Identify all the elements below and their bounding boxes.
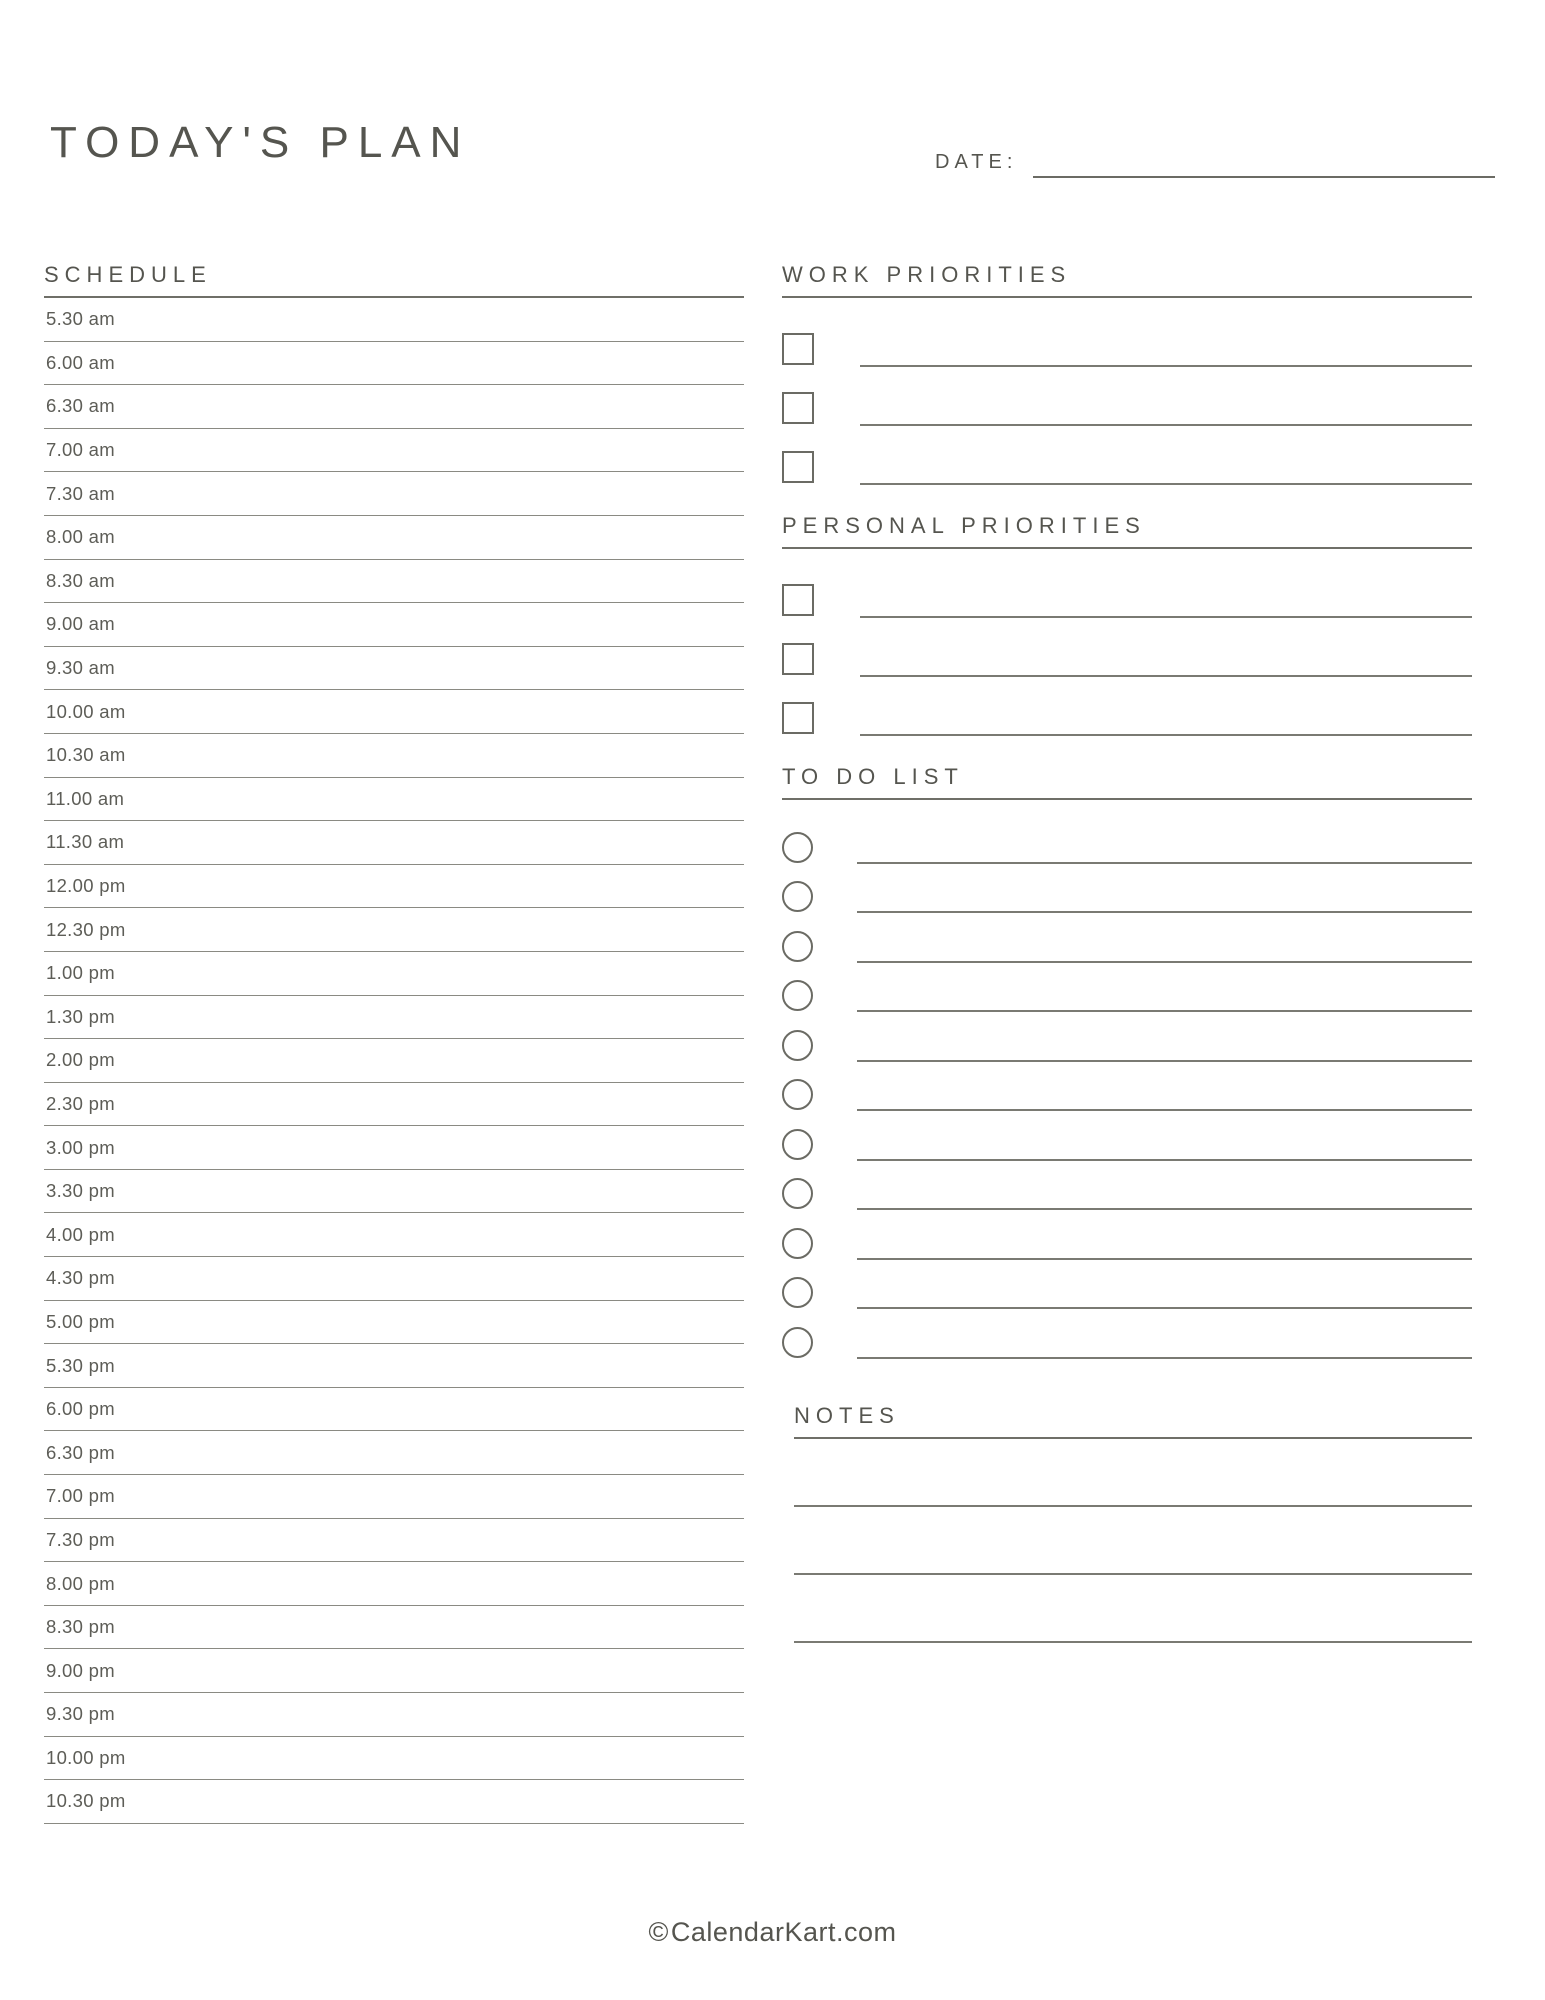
- todo-row[interactable]: [782, 1313, 1472, 1363]
- schedule-row[interactable]: [44, 1693, 744, 1737]
- schedule-time-label: 10.30 am: [46, 744, 126, 766]
- todo-input[interactable]: [857, 1108, 1472, 1111]
- schedule-row[interactable]: [44, 1170, 744, 1214]
- schedule-time-label: 5.00 pm: [46, 1310, 115, 1332]
- schedule-time-label: 9.30 am: [46, 657, 115, 679]
- date-input[interactable]: [1033, 150, 1495, 178]
- personal-priority-row[interactable]: [782, 624, 1472, 683]
- schedule-row[interactable]: [44, 1519, 744, 1563]
- date-label: DATE:: [935, 151, 1018, 173]
- notes-section: [782, 1403, 1472, 1643]
- circle-checkbox-icon[interactable]: [782, 1079, 813, 1110]
- checkbox-icon[interactable]: [782, 584, 814, 616]
- work-priorities-list: [782, 314, 1472, 491]
- schedule-time-label: 5.30 am: [46, 308, 115, 330]
- work-priority-input[interactable]: [860, 482, 1472, 485]
- personal-priority-row[interactable]: [782, 683, 1472, 742]
- schedule-time-label: 9.00 am: [46, 613, 115, 635]
- checkbox-icon[interactable]: [782, 333, 814, 365]
- schedule-time-label: 5.30 pm: [46, 1354, 115, 1376]
- todo-row[interactable]: [782, 1016, 1472, 1066]
- todo-row[interactable]: [782, 1066, 1472, 1116]
- work-priorities-heading: WORK PRIORITIES: [782, 262, 1472, 298]
- circle-checkbox-icon[interactable]: [782, 980, 813, 1011]
- footer-text: CalendarKart.com: [670, 1917, 897, 1947]
- page-title: TODAY'S PLAN: [50, 118, 471, 167]
- notes-input[interactable]: [794, 1439, 1472, 1507]
- schedule-time-label: 12.00 pm: [46, 875, 126, 897]
- circle-checkbox-icon[interactable]: [782, 1178, 813, 1209]
- circle-checkbox-icon[interactable]: [782, 931, 813, 962]
- schedule-row[interactable]: [44, 1388, 744, 1432]
- schedule-row[interactable]: [44, 1780, 744, 1824]
- schedule-time-label: 10.00 pm: [46, 1746, 126, 1768]
- personal-priority-row[interactable]: [782, 565, 1472, 624]
- schedule-row[interactable]: [44, 516, 744, 560]
- schedule-time-label: 10.30 pm: [46, 1790, 126, 1812]
- schedule-time-label: 7.00 pm: [46, 1485, 115, 1507]
- schedule-time-label: 3.30 pm: [46, 1180, 115, 1202]
- todo-row[interactable]: [782, 917, 1472, 967]
- schedule-column: [44, 262, 744, 1824]
- schedule-row[interactable]: [44, 1737, 744, 1781]
- schedule-row[interactable]: [44, 1649, 744, 1693]
- schedule-row[interactable]: [44, 603, 744, 647]
- todo-row[interactable]: [782, 1214, 1472, 1264]
- copyright-icon: ©: [648, 1917, 669, 1947]
- schedule-row[interactable]: [44, 1301, 744, 1345]
- schedule-time-label: 7.30 pm: [46, 1528, 115, 1550]
- work-priority-row[interactable]: [782, 373, 1472, 432]
- schedule-row[interactable]: [44, 865, 744, 909]
- schedule-time-label: 8.30 am: [46, 569, 115, 591]
- schedule-time-label: 8.30 pm: [46, 1616, 115, 1638]
- schedule-time-label: 10.00 am: [46, 700, 126, 722]
- circle-checkbox-icon[interactable]: [782, 1277, 813, 1308]
- personal-priorities-heading: PERSONAL PRIORITIES: [782, 513, 1472, 549]
- schedule-row[interactable]: [44, 1562, 744, 1606]
- schedule-time-label: 6.00 pm: [46, 1398, 115, 1420]
- todo-input[interactable]: [857, 1257, 1472, 1260]
- work-priority-input[interactable]: [860, 423, 1472, 426]
- checkbox-icon[interactable]: [782, 702, 814, 734]
- checkbox-icon[interactable]: [782, 643, 814, 675]
- schedule-time-label: 8.00 am: [46, 526, 115, 548]
- schedule-time-label: 1.30 pm: [46, 1005, 115, 1027]
- schedule-row[interactable]: [44, 1257, 744, 1301]
- todo-input[interactable]: [857, 1356, 1472, 1359]
- schedule-row[interactable]: [44, 908, 744, 952]
- right-column: [782, 262, 1472, 1643]
- todo-row[interactable]: [782, 1165, 1472, 1215]
- schedule-time-label: 6.00 am: [46, 351, 115, 373]
- schedule-time-label: 2.00 pm: [46, 1049, 115, 1071]
- checkbox-icon[interactable]: [782, 392, 814, 424]
- personal-priority-input[interactable]: [860, 615, 1472, 618]
- todo-input[interactable]: [857, 1306, 1472, 1309]
- schedule-row[interactable]: [44, 778, 744, 822]
- schedule-heading: SCHEDULE: [44, 262, 744, 298]
- todo-input[interactable]: [857, 1207, 1472, 1210]
- schedule-row[interactable]: [44, 342, 744, 386]
- circle-checkbox-icon[interactable]: [782, 1327, 813, 1358]
- personal-priority-input[interactable]: [860, 733, 1472, 736]
- page-header: [50, 118, 1495, 198]
- schedule-row[interactable]: [44, 1344, 744, 1388]
- schedule-row[interactable]: [44, 952, 744, 996]
- schedule-time-label: 2.30 pm: [46, 1092, 115, 1114]
- schedule-time-label: 7.30 am: [46, 482, 115, 504]
- todo-input[interactable]: [857, 1059, 1472, 1062]
- spacer: [782, 742, 1472, 764]
- todo-row[interactable]: [782, 868, 1472, 918]
- todo-row[interactable]: [782, 818, 1472, 868]
- schedule-row[interactable]: [44, 429, 744, 473]
- notes-input[interactable]: [794, 1575, 1472, 1643]
- schedule-time-label: 6.30 pm: [46, 1441, 115, 1463]
- schedule-time-label: 11.00 am: [46, 787, 125, 809]
- schedule-time-label: 4.00 pm: [46, 1223, 115, 1245]
- circle-checkbox-icon[interactable]: [782, 1228, 813, 1259]
- schedule-time-label: 4.30 pm: [46, 1267, 115, 1289]
- schedule-time-label: 8.00 pm: [46, 1572, 115, 1594]
- schedule-list: [44, 298, 744, 1824]
- notes-input[interactable]: [794, 1507, 1472, 1575]
- todo-row[interactable]: [782, 1115, 1472, 1165]
- personal-priorities-list: [782, 565, 1472, 742]
- schedule-row[interactable]: [44, 1475, 744, 1519]
- schedule-time-label: 9.00 pm: [46, 1659, 115, 1681]
- schedule-row[interactable]: [44, 472, 744, 516]
- schedule-row[interactable]: [44, 560, 744, 604]
- circle-checkbox-icon[interactable]: [782, 832, 813, 863]
- todo-row[interactable]: [782, 967, 1472, 1017]
- circle-checkbox-icon[interactable]: [782, 881, 813, 912]
- todo-input[interactable]: [857, 1009, 1472, 1012]
- schedule-row[interactable]: [44, 1606, 744, 1650]
- todo-heading: TO DO LIST: [782, 764, 1472, 800]
- schedule-row[interactable]: [44, 1213, 744, 1257]
- circle-checkbox-icon[interactable]: [782, 1129, 813, 1160]
- schedule-row[interactable]: [44, 1039, 744, 1083]
- circle-checkbox-icon[interactable]: [782, 1030, 813, 1061]
- personal-priority-input[interactable]: [860, 674, 1472, 677]
- schedule-row[interactable]: [44, 1083, 744, 1127]
- schedule-row[interactable]: [44, 385, 744, 429]
- schedule-row[interactable]: [44, 1431, 744, 1475]
- schedule-row[interactable]: [44, 821, 744, 865]
- schedule-row[interactable]: [44, 298, 744, 342]
- todo-row[interactable]: [782, 1264, 1472, 1314]
- schedule-row[interactable]: [44, 734, 744, 778]
- spacer: [782, 491, 1472, 513]
- todo-input[interactable]: [857, 960, 1472, 963]
- work-priority-input[interactable]: [860, 364, 1472, 367]
- schedule-time-label: 1.00 pm: [46, 962, 115, 984]
- checkbox-icon[interactable]: [782, 451, 814, 483]
- schedule-row[interactable]: [44, 647, 744, 691]
- schedule-row[interactable]: [44, 690, 744, 734]
- date-field-group: [935, 150, 1495, 178]
- work-priority-row[interactable]: [782, 432, 1472, 491]
- schedule-time-label: 3.00 pm: [46, 1136, 115, 1158]
- schedule-row[interactable]: [44, 1126, 744, 1170]
- notes-heading: NOTES: [794, 1403, 1472, 1439]
- schedule-time-label: 7.00 am: [46, 439, 115, 461]
- todo-list: [782, 818, 1472, 1363]
- schedule-time-label: 9.30 pm: [46, 1703, 115, 1725]
- schedule-time-label: 6.30 am: [46, 395, 115, 417]
- schedule-row[interactable]: [44, 996, 744, 1040]
- todo-input[interactable]: [857, 910, 1472, 913]
- work-priority-row[interactable]: [782, 314, 1472, 373]
- footer-credit: [0, 1917, 1545, 1948]
- schedule-time-label: 11.30 am: [46, 831, 125, 853]
- schedule-time-label: 12.30 pm: [46, 918, 126, 940]
- todo-input[interactable]: [857, 861, 1472, 864]
- todo-input[interactable]: [857, 1158, 1472, 1161]
